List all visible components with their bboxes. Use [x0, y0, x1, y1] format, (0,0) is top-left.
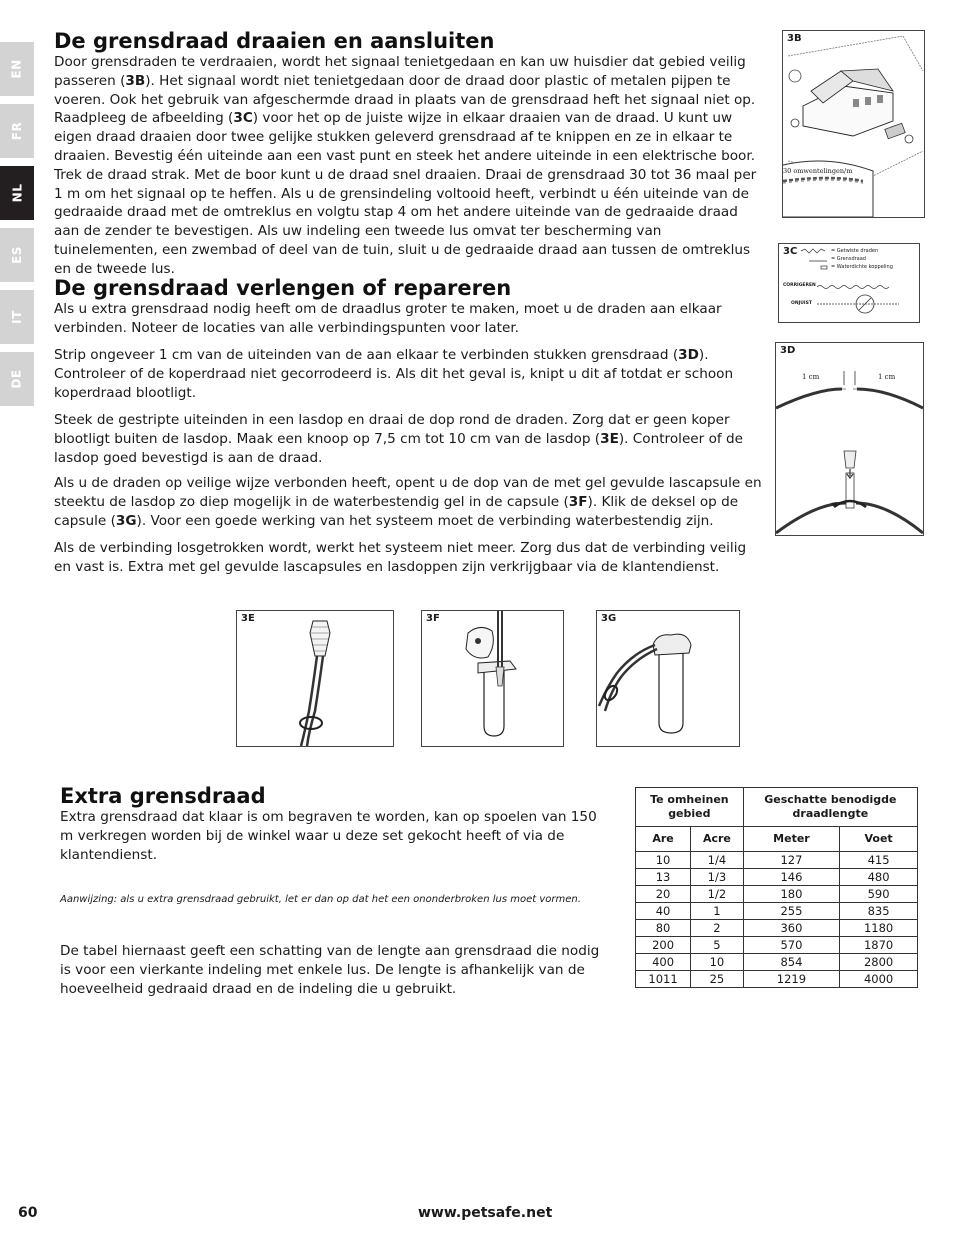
figure-label: 3G	[601, 613, 617, 624]
cell: 180	[743, 886, 839, 903]
figure-ref: 3C	[233, 110, 253, 127]
cell: 2800	[840, 954, 918, 971]
figure-label: 3D	[780, 345, 796, 356]
cell: 835	[840, 903, 918, 920]
cell: 40	[636, 903, 691, 920]
page-number: 60	[18, 1205, 38, 1221]
figure-3b	[782, 30, 925, 218]
paragraph-extra-2: De tabel hiernaast geeft een schatting van de lengte aan grensdraad die nodig is voor een vierkante indeling met enkele lus. De lengte is afhankelijk van de hoeveelheid gedraaid draad en de indeling die u gebruikt.	[60, 943, 600, 997]
text: Als u de draden op veilige wijze verbonden heeft, opent u de dop van de met gel gevulde lascapsule en steektu de lasdop zo diep mogelijk in de waterbestendig gel in de capsule (	[54, 475, 762, 510]
wire-length-table	[635, 787, 918, 988]
table-row	[636, 869, 918, 886]
cell: 10	[636, 852, 691, 869]
figure-ref: 3F	[568, 493, 588, 510]
text: ). Klik de deksel op de capsule (	[54, 493, 739, 529]
cell: 255	[743, 903, 839, 920]
tab-label: EN	[10, 59, 24, 79]
paragraph-extend-1: Als u extra grensdraad nodig heeft om de draadlus groter te maken, moet u de draden aan elkaar verbinden. Noteer de locaties van alle verbindingspunten voor later.	[54, 301, 722, 336]
dimension-right: 1 cm	[878, 373, 896, 381]
table-row	[636, 954, 918, 971]
paragraph-extra-1: Extra grensdraad dat klaar is om begraven te worden, kan op spoelen van 150 m verkregen worden bij de winkel waar u deze set gekocht heeft of via de klantendienst.	[60, 809, 597, 863]
wire-nut-knot-illustration	[237, 611, 393, 746]
figure-3e	[236, 610, 394, 747]
yard-illustration	[783, 31, 924, 217]
cell: 360	[743, 920, 839, 937]
table-row	[636, 903, 918, 920]
column-group-length: Geschatte benodigde draadlengte	[743, 788, 917, 827]
figure-ref: 3E	[600, 430, 619, 447]
cell: 1011	[636, 971, 691, 988]
tab-es[interactable]	[0, 228, 34, 282]
figure-3c	[778, 243, 920, 323]
cell: 480	[840, 869, 918, 886]
footer-url[interactable]: www.petsafe.net	[418, 1205, 553, 1221]
cell: 590	[840, 886, 918, 903]
tab-label: NL	[9, 183, 24, 203]
paragraph-extend-4	[54, 474, 764, 530]
row-label-correct: CORRIGEREN	[783, 283, 816, 288]
cell: 1	[691, 903, 744, 920]
tab-fr[interactable]	[0, 104, 34, 158]
cell: 1870	[840, 937, 918, 954]
heading-extra-wire: Extra grensdraad	[60, 784, 266, 808]
cell: 200	[636, 937, 691, 954]
cell: 400	[636, 954, 691, 971]
column-acre: Acre	[691, 827, 744, 852]
cell: 4000	[840, 971, 918, 988]
text: ) voor het op de juiste wijze in elkaar draaien van de draad. U kunt uw eigen draad draaien door twee gelijke stukken geleverd grensdraad af te knippen en ze in elkaar te draaien. Bevestig één uiteinde aan een vast punt en steek het andere uiteinde in een elektrische boor. Trek de draad strak. Met de boor kunt u de draad snel draaien. Draai de grensdraad 30 tot 36 maal per 1 m om het signaal op te heffen. Als u de grensindeling voltooid heeft, verbindt u één uiteinde van de gedraaide draad met de omtreklus en volgtu stap 4 om het andere uiteinde van de gedraaide draad aan de zender te bevestigen. Als uw indeling een tweede lus omvat ter bescherming van tuinelementen, een zwembad of deel van de tuin, sluit u de gedraaide draad aan tussen de omtreklus en de tweede lus.	[54, 110, 757, 277]
gel-capsule-closed-illustration	[597, 611, 739, 746]
figure-3d	[775, 342, 924, 536]
table-row	[636, 886, 918, 903]
note-extra-wire: Aanwijzing: als u extra grensdraad gebruikt, let er dan op dat het een ononderbroken lus moet vormen.	[60, 894, 581, 905]
heading-twist-wire: De grensdraad draaien en aansluiten	[54, 29, 495, 53]
strip-wire-illustration	[776, 343, 923, 535]
cell: 570	[743, 937, 839, 954]
heading-extend-wire: De grensdraad verlengen of repareren	[54, 276, 512, 300]
paragraph-twist-wire	[54, 53, 766, 279]
cell: 1180	[840, 920, 918, 937]
figure-label: 3F	[426, 613, 440, 624]
paragraph-extend-3	[54, 411, 759, 467]
text: Steek de gestripte uiteinden in een lasdop en draai de dop rond de draden. Zorg dat er geen koper blootligt buiten de lasdop. Maak een knoop op 7,5 cm tot 10 cm van de lasdop (	[54, 412, 730, 447]
table-row	[636, 971, 918, 988]
column-are: Are	[636, 827, 691, 852]
table-row	[636, 937, 918, 954]
column-group-area: Te omheinen gebied	[636, 788, 744, 827]
figure-label: 3E	[241, 613, 255, 624]
table-group-header	[636, 788, 918, 827]
figure-legend	[831, 247, 893, 271]
text: ). Voor een goede werking van het systeem moet de verbinding waterbestendig zijn.	[136, 512, 714, 529]
paragraph-extend-2	[54, 346, 744, 402]
legend-twisted: = Getwiste draden	[831, 248, 879, 254]
figure-3f	[421, 610, 564, 747]
text: Door grensdraden te verdraaien, wordt het signaal tenietgedaan en kan uw huisdier dat gebied veilig passeren (	[54, 54, 746, 89]
dimension-left: 1 cm	[802, 373, 820, 381]
cell: 10	[691, 954, 744, 971]
tab-label: IT	[10, 310, 24, 324]
cell: 415	[840, 852, 918, 869]
tab-label: ES	[10, 246, 24, 264]
figure-ref: 3D	[678, 347, 699, 363]
cell: 1219	[743, 971, 839, 988]
figure-label: 3B	[787, 33, 802, 44]
paragraph-extend-5: Als de verbinding losgetrokken wordt, werkt het systeem niet meer. Zorg dus dat de verbinding veilig en vast is. Extra met gel gevulde lascapsules en lasdoppen zijn verkrijgbaar via de klantendienst.	[54, 540, 747, 575]
text: ). Het signaal wordt niet tenietgedaan door de draad door plastic of metalen pijpen te voeren. Ook het gebruik van afgeschermde draad in plaats van de grensdraad heft het signaal niet op. Raadpleeg de afbeelding (	[54, 72, 756, 127]
cell: 1/3	[691, 869, 744, 886]
cell: 146	[743, 869, 839, 886]
tab-de[interactable]	[0, 352, 34, 406]
legend-boundary: = Grensdraad	[831, 256, 866, 262]
tab-nl[interactable]	[0, 166, 34, 220]
figure-ref: 3G	[115, 512, 137, 529]
tab-en[interactable]	[0, 42, 34, 96]
table-row	[636, 852, 918, 869]
cell: 5	[691, 937, 744, 954]
text: ). Controleer of de lasdop goed bevestigd is aan de draad.	[54, 430, 743, 466]
cell: 80	[636, 920, 691, 937]
cell: 854	[743, 954, 839, 971]
tab-label: DE	[9, 369, 24, 389]
legend-coupling: = Waterdichte koppeling	[831, 264, 893, 270]
text: ). Controleer of de koperdraad niet gecorrodeerd is. Als dit het geval is, knipt u dit af totdat er schoon koperdraad blootligt.	[54, 347, 734, 401]
cell: 1/2	[691, 886, 744, 903]
figure-3g	[596, 610, 740, 747]
column-voet: Voet	[840, 827, 918, 852]
column-meter: Meter	[743, 827, 839, 852]
figure-label: 3C	[783, 246, 798, 257]
figure-ref: 3B	[125, 72, 146, 89]
gel-capsule-insert-illustration	[422, 611, 563, 746]
text: Strip ongeveer 1 cm van de uiteinden van de aan elkaar te verbinden stukken grensdraad (	[54, 347, 679, 363]
cell: 2	[691, 920, 744, 937]
cell: 20	[636, 886, 691, 903]
cell: 127	[743, 852, 839, 869]
cell: 25	[691, 971, 744, 988]
tab-it[interactable]	[0, 290, 34, 344]
cell: 1/4	[691, 852, 744, 869]
row-label-wrong: ONJUIST	[791, 301, 812, 306]
table-column-header	[636, 827, 918, 852]
cell: 13	[636, 869, 691, 886]
figure-caption: 30 omwentelingen/m	[783, 167, 853, 175]
table-row	[636, 920, 918, 937]
tab-label: FR	[10, 121, 24, 141]
